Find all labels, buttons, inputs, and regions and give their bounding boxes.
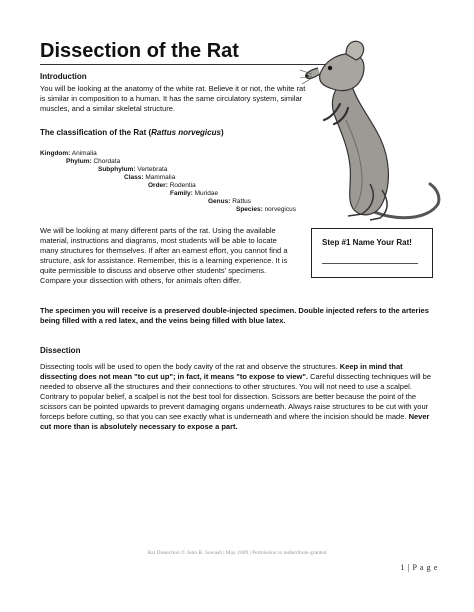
taxonomy-species: Species: norvegicus (236, 206, 296, 213)
classification-heading: The classification of the Rat (Rattus norvegicus) (40, 128, 224, 137)
page-number: 1 | P a g e (400, 563, 438, 572)
rat-illustration (300, 34, 442, 230)
page-title: Dissection of the Rat (40, 40, 239, 62)
body-paragraph: We will be looking at many different parts of the rat. Using the available material, instructions and diagrams, most students will be able to locate many structures for themselves. If after an earnest effort, you cannot find a structure, ask for assistance. Remember, this is a learning experience. It is quite permissible to discuss and observe other students' specimens. Compare your dissection with others, for animals often differ. (40, 226, 288, 285)
name-your-rat-box (311, 228, 433, 278)
intro-heading: Introduction (40, 72, 87, 81)
taxonomy-genus: Genus: Rattus (208, 198, 252, 205)
taxonomy-kingdom: Kingdom: Animalia (40, 150, 97, 157)
dissection-heading: Dissection (40, 346, 81, 355)
taxonomy-subphylum: Subphylum: Vertebrata (98, 166, 168, 173)
taxonomy-order: Order: Rodentia (148, 182, 196, 189)
page-footer: Rat Dissection © John R. Sowash | May 2009 | Permission to redistribute granted (147, 550, 327, 556)
intro-paragraph: You will be looking at the anatomy of the white rat. Believe it or not, the white rat is similar in composition to a human. It has the same circulatory system, similar muscles, and a similar skeletal structure. (40, 84, 306, 113)
specimen-note: The specimen you will receive is a preserved double-injected specimen. Double injected refers to the arteries being filled with a red latex, and the veins being filled with blue latex. (40, 306, 429, 325)
title-divider (40, 64, 332, 65)
dissection-paragraph: Dissecting tools will be used to open the body cavity of the rat and observe the structures. Keep in mind that dissecting does not mean "to cut up"; in fact, it means "to expose to view". Careful dissecting techniques will be needed to observe all the structures and their connections to other structures. You will not need to use a scalpel. Contrary to popular belief, a scalpel is not the best tool for dissection. Scissors are better because the point of the scissors can be pointed upwards to prevent damaging organs underneath. Always raise structures to be cut with your forceps before cutting, so that you can see exactly what is underneath and where the incision should be made. Never cut more than is absolutely necessary to expose a part. (40, 362, 431, 431)
taxonomy-class: Class: Mammalia (124, 174, 176, 181)
step-title: Step #1 Name Your Rat! (322, 238, 412, 247)
rat-name-blank[interactable] (322, 263, 418, 264)
taxonomy-family: Family: Muridae (170, 190, 219, 197)
taxonomy-phylum: Phylum: Chordata (66, 158, 121, 165)
